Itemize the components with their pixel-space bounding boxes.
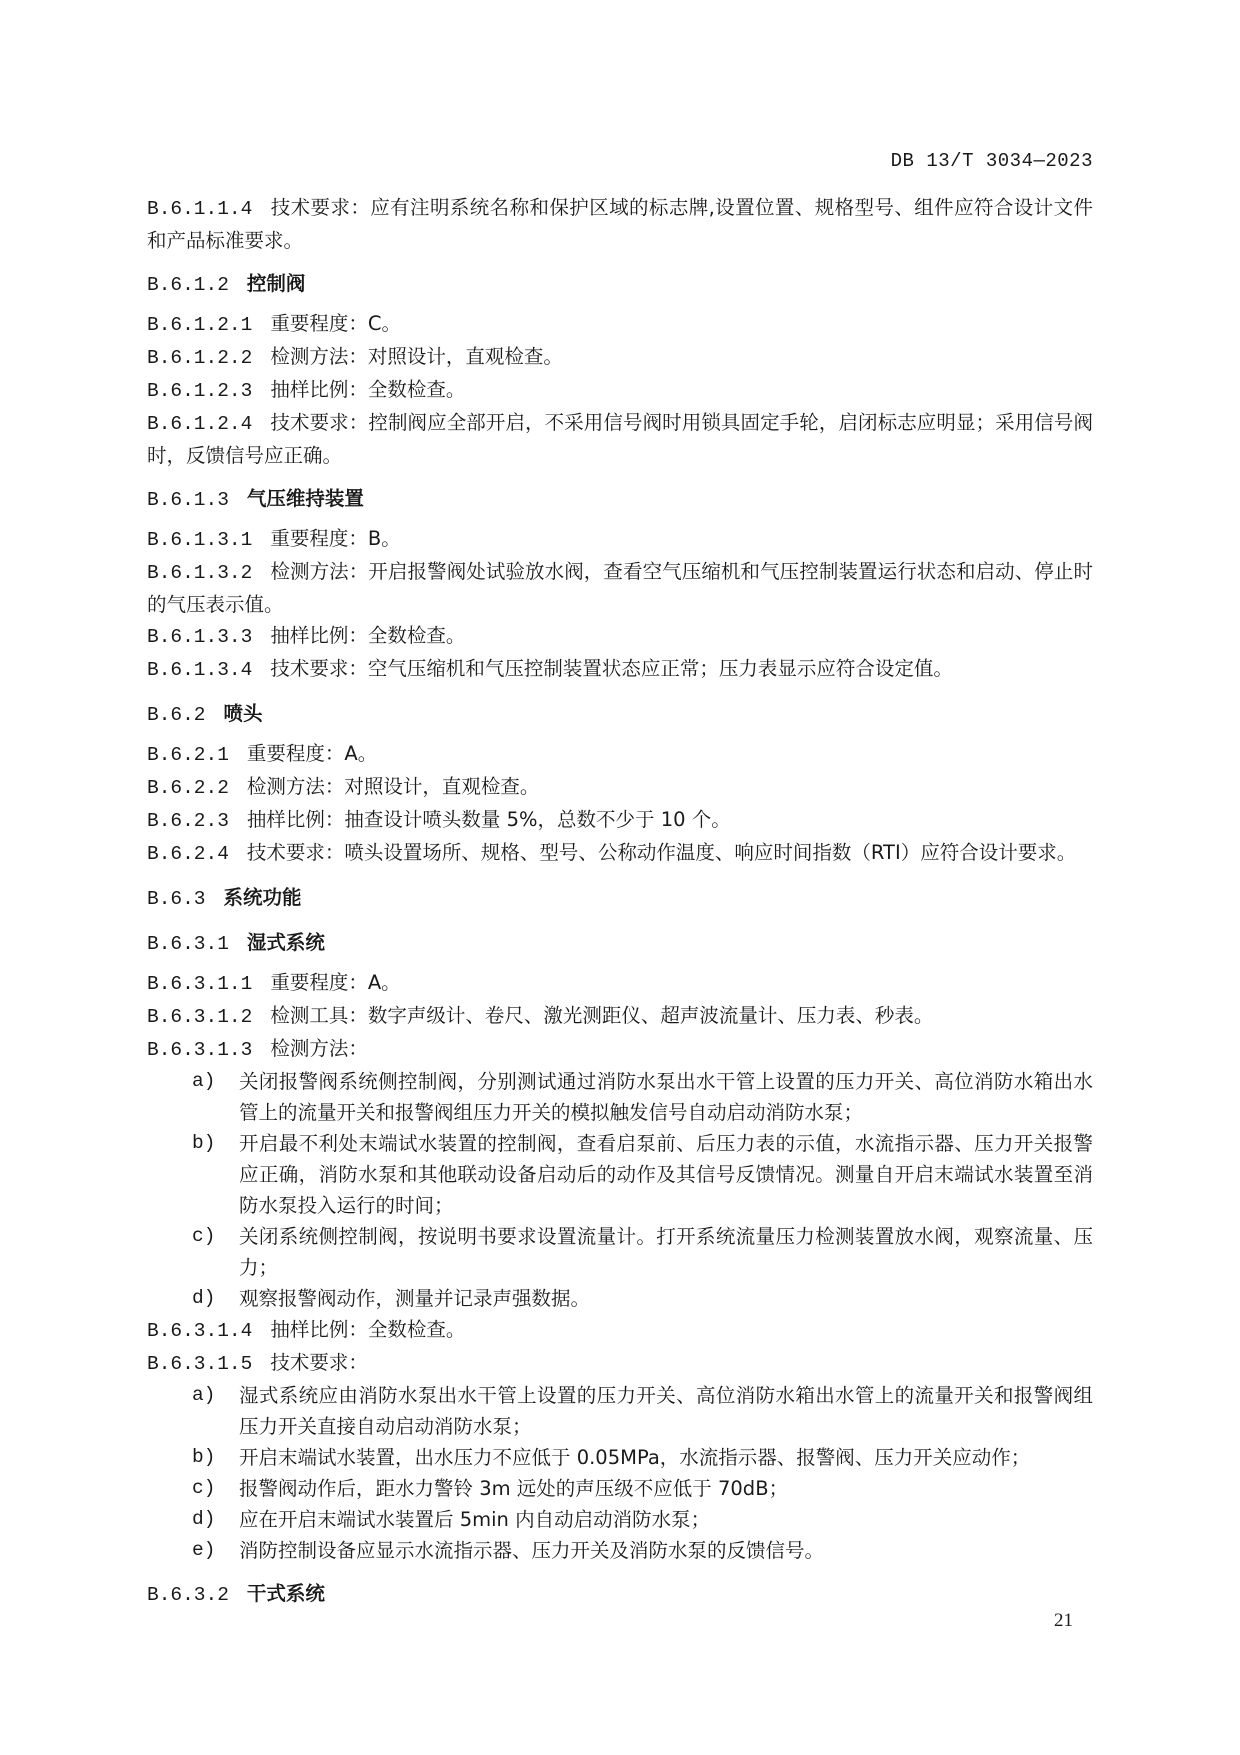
clause-text: 抽样比例：抽查设计喷头数量 5%，总数不少于 10 个。 [246,808,731,831]
document-body [147,192,1093,1618]
clause-b6133 [147,620,1093,653]
document-id-header: DB 13/T 3034—2023 [890,150,1093,172]
clause-text: 技术要求：应有注明系统名称和保护区域的标志牌,设置位置、规格型号、组件应符合设计文件和产品标准要求。 [147,196,1093,252]
clause-text: 技术要求：空气压缩机和气压控制装置状态应正常；压力表显示应符合设定值。 [270,657,953,680]
clause-b6124 [147,407,1093,471]
clause-number: B.6.1.2.3 [147,380,253,402]
section-heading-b62 [147,698,1093,731]
clause-number: B.6.1.2.1 [147,314,253,336]
heading-number: B.6.3.2 [147,1584,229,1606]
clause-number: B.6.1.2.4 [147,413,253,435]
clause-text: 抽样比例：全数检查。 [270,378,466,401]
clause-b6132 [147,556,1093,620]
list-item-b6313-b [147,1128,1093,1221]
clause-text: 检测方法：对照设计，直观检查。 [246,775,540,798]
clause-b6314 [147,1314,1093,1347]
heading-number: B.6.3 [147,888,206,910]
clause-text: 重要程度：B。 [270,527,401,550]
list-item-label: c) [192,1477,216,1499]
list-item-text: 关闭报警阀系统侧控制阀，分别测试通过消防水泵出水干管上设置的压力开关、高位消防水箱出水管上的流量开关和报警阀组压力开关的模拟触发信号自动启动消防水泵； [239,1070,1093,1124]
page-number: 21 [1054,1610,1073,1631]
clause-b624 [147,837,1093,870]
clause-number: B.6.1.3.2 [147,562,253,584]
list-item-text: 开启最不利处末端试水装置的控制阀，查看启泵前、后压力表的示值，水流指示器、压力开关报警应正确，消防水泵和其他联动设备启动后的动作及其信号反馈情况。测量自开启末端试水装置至消防水泵投入运行的时间； [239,1132,1093,1217]
clause-number: B.6.3.1.5 [147,1353,253,1375]
clause-number: B.6.2.1 [147,744,229,766]
clause-text: 技术要求： [270,1351,368,1374]
clause-b6131 [147,523,1093,556]
heading-title: 气压维持装置 [246,487,364,510]
clause-number: B.6.1.3.4 [147,659,253,681]
list-item-text: 应在开启末端试水装置后 5min 内自动启动消防水泵； [239,1508,711,1531]
list-item-text: 湿式系统应由消防水泵出水干管上设置的压力开关、高位消防水箱出水管上的流量开关和报警阀组压力开关直接自动启动消防水泵； [239,1384,1093,1438]
heading-number: B.6.2 [147,704,206,726]
heading-title: 干式系统 [246,1582,325,1605]
list-item-text: 报警阀动作后，距水力警铃 3m 远处的声压级不应低于 70dB； [239,1477,789,1500]
list-item-b6315-b [147,1442,1093,1473]
list-item-label: e) [192,1539,216,1561]
clause-text: 重要程度：A。 [270,971,401,994]
heading-number: B.6.1.2 [147,274,229,296]
list-item-label: d) [192,1287,216,1309]
clause-number: B.6.1.2.2 [147,347,253,369]
list-item-b6313-a [147,1066,1093,1128]
section-heading-b632 [147,1578,1093,1611]
clause-text: 重要程度：A。 [246,742,378,765]
heading-number: B.6.1.3 [147,489,229,511]
list-item-b6315-c [147,1473,1093,1504]
clause-number: B.6.2.4 [147,843,229,865]
heading-number: B.6.3.1 [147,933,229,955]
clause-b621 [147,738,1093,771]
clause-text: 检测工具：数字声级计、卷尺、激光测距仪、超声波流量计、压力表、秒表。 [270,1004,934,1027]
section-heading-b612 [147,268,1093,301]
list-item-text: 开启末端试水装置，出水压力不应低于 0.05MPa，水流指示器、报警阀、压力开关应动作； [239,1446,1031,1469]
list-item-b6313-d [147,1283,1093,1314]
clause-text: 技术要求：喷头设置场所、规格、型号、公称动作温度、响应时间指数（RTI）应符合设计要求。 [246,841,1077,864]
clause-b623 [147,804,1093,837]
clause-text: 技术要求：控制阀应全部开启，不采用信号阀时用锁具固定手轮，启闭标志应明显；采用信号阀时，反馈信号应正确。 [147,411,1093,467]
section-heading-b631 [147,927,1093,960]
heading-title: 湿式系统 [246,931,325,954]
heading-title: 喷头 [223,702,263,725]
clause-b6134 [147,653,1093,686]
list-item-text: 观察报警阀动作，测量并记录声强数据。 [239,1287,591,1310]
clause-text: 检测方法： [270,1037,368,1060]
clause-number: B.6.1.3.3 [147,626,253,648]
list-item-label: d) [192,1508,216,1530]
section-heading-b613 [147,483,1093,516]
clause-number: B.6.3.1.1 [147,973,253,995]
clause-text: 重要程度：C。 [270,312,401,335]
clause-text: 抽样比例：全数检查。 [270,624,466,647]
list-item-b6315-a [147,1380,1093,1442]
clause-b6121 [147,308,1093,341]
clause-number: B.6.2.2 [147,777,229,799]
list-item-label: a) [192,1070,216,1092]
clause-number: B.6.1.3.1 [147,529,253,551]
clause-number: B.6.3.1.2 [147,1006,253,1028]
list-item-text: 关闭系统侧控制阀，按说明书要求设置流量计。打开系统流量压力检测装置放水阀，观察流量、压力； [239,1225,1093,1279]
heading-title: 系统功能 [223,886,302,909]
clause-b6122 [147,341,1093,374]
clause-b6312 [147,1000,1093,1033]
clause-b6313 [147,1033,1093,1066]
clause-number: B.6.3.1.4 [147,1320,253,1342]
clause-b6315 [147,1347,1093,1380]
list-item-label: b) [192,1132,216,1154]
list-item-label: b) [192,1446,216,1468]
section-heading-b63 [147,882,1093,915]
list-item-label: a) [192,1384,216,1406]
list-item-b6315-e [147,1535,1093,1566]
clause-b622 [147,771,1093,804]
heading-title: 控制阀 [246,272,306,295]
clause-b6114 [147,192,1093,256]
clause-b6311 [147,967,1093,1000]
list-item-b6315-d [147,1504,1093,1535]
list-item-text: 消防控制设备应显示水流指示器、压力开关及消防水泵的反馈信号。 [239,1539,825,1562]
clause-text: 抽样比例：全数检查。 [270,1318,466,1341]
list-item-b6313-c [147,1221,1093,1283]
list-item-label: c) [192,1225,216,1247]
clause-number: B.6.2.3 [147,810,229,832]
clause-b6123 [147,374,1093,407]
clause-number: B.6.1.1.4 [147,198,253,220]
clause-text: 检测方法：开启报警阀处试验放水阀，查看空气压缩机和气压控制装置运行状态和启动、停止时的气压表示值。 [147,560,1093,616]
clause-text: 检测方法：对照设计，直观检查。 [270,345,563,368]
clause-number: B.6.3.1.3 [147,1039,253,1061]
